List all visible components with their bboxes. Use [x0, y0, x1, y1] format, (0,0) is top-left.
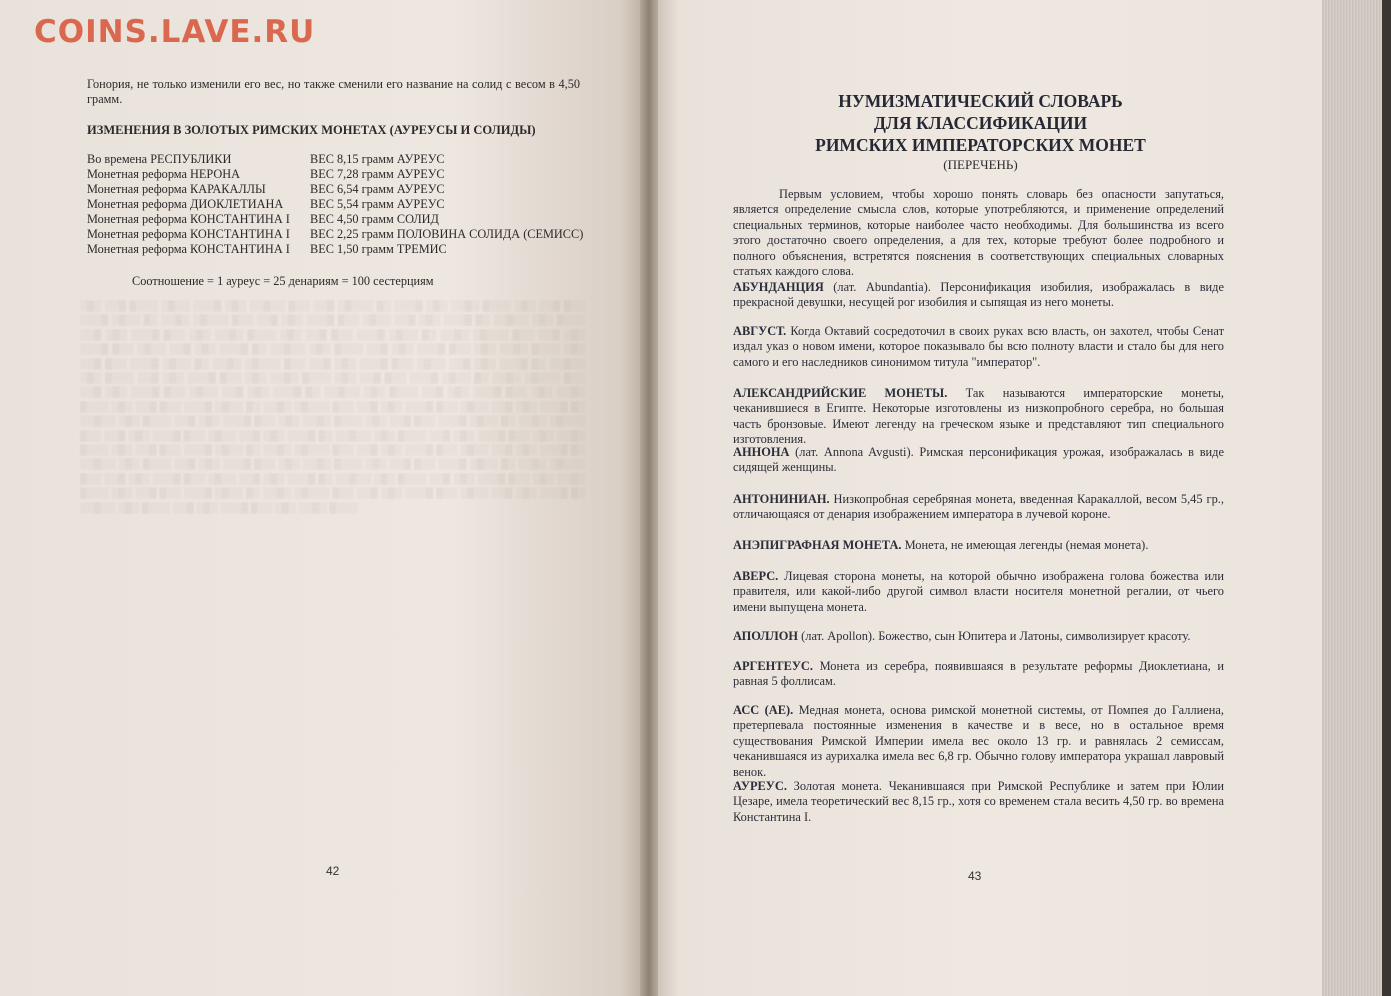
reform-weight: ВЕС 5,54 грамм АУРЕУС [310, 197, 445, 211]
page-edges [1322, 0, 1391, 996]
dictionary-title-line-1: НУМИЗМАТИЧЕСКИЙ СЛОВАРЬ [838, 91, 1123, 111]
coin-ratio: Соотношение = 1 ауреус = 25 денариям = 100 сестерциям [132, 274, 434, 288]
entry-term: АРГЕНТЕУС. [733, 659, 813, 673]
dictionary-title-line-3: РИМСКИХ ИМПЕРАТОРСКИХ МОНЕТ [815, 135, 1146, 155]
reform-era: Монетная реформа КАРАКАЛЛЫ [87, 182, 266, 196]
book-gutter [640, 0, 658, 996]
dictionary-entry [733, 386, 1224, 448]
entry-term: АННОНА [733, 445, 790, 459]
entry-text: Низкопробная серебряная монета, введенная Каракаллой, весом 5,45 гр., отличающаяся от денария изображением императора в лучевой короне. [733, 492, 1224, 522]
left-intro-text: Гонория, не только изменили его вес, но также сменили его название на солид с весом в 4,50 грамм. [87, 77, 580, 106]
entry-text: Лицевая сторона монеты, на которой обычно изображена голова божества или правителя, или какой-либо другой символ власти носителя монетной регалии, от чьего имени выпущена монета. [733, 569, 1224, 614]
entry-text: (лат. Abundantia). Персонификация изобилия, изображалась в виде прекрасной девушки, несущей рог изобилия и сыпящая из него монеты. [733, 280, 1224, 310]
dictionary-entry [733, 445, 1224, 476]
entry-term: АСС (AE). [733, 703, 794, 717]
dictionary-entry [733, 538, 1224, 553]
entry-text: Медная монета, основа римской монетной системы, от Помпея до Галлиена, претерпевала постоянные изменения в качестве и в весе, но в остальное время существования Римской Империи имела вес около 13 гр. и равнялась 2 семиссам, чеканившаяся из аурихалка имела вес 6,8 гр. Обычно голову императора украшал лавровый венок. [733, 703, 1225, 779]
dictionary-entry [733, 629, 1224, 644]
entry-text: Когда Октавий сосредоточил в своих руках всю власть, он захотел, чтобы Сенат издал указ о новом имени, которое показывало бы всю полноту власти и стало бы для него самого и его наследников синонимом титула "император". [733, 324, 1224, 369]
dictionary-entry [733, 659, 1224, 690]
reform-era: Во времена РЕСПУБЛИКИ [87, 152, 232, 166]
entry-term: АНЭПИГРАФНАЯ МОНЕТА. [733, 538, 902, 552]
entry-text: Монета из серебра, появившаяся в результате реформы Диоклетиана, и равная 5 фоллисам. [733, 659, 1224, 689]
reform-weight: ВЕС 6,54 грамм АУРЕУС [310, 182, 445, 196]
reforms-heading: ИЗМЕНЕНИЯ В ЗОЛОТЫХ РИМСКИХ МОНЕТАХ (АУРЕУСЫ И СОЛИДЫ) [87, 123, 536, 137]
site-watermark: COINS.LAVE.RU [34, 14, 316, 50]
cover-edge [1382, 0, 1391, 996]
reform-era: Монетная реформа ДИОКЛЕТИАНА [87, 197, 284, 211]
dictionary-entry [733, 280, 1224, 311]
entry-term: АПОЛЛОН [733, 629, 799, 643]
dictionary-entry [733, 703, 1224, 780]
page-number-right: 43 [968, 869, 982, 883]
dictionary-subtitle: (ПЕРЕЧЕНЬ) [943, 157, 1018, 172]
entry-term: АЛЕКСАНДРИЙСКИЕ МОНЕТЫ. [733, 386, 948, 400]
reform-weight: ВЕС 4,50 грамм СОЛИД [310, 212, 439, 226]
entry-text: Монета, не имеющая легенды (немая монета). [901, 538, 1149, 552]
dictionary-entry [733, 492, 1224, 523]
reform-weight: ВЕС 7,28 грамм АУРЕУС [310, 167, 445, 181]
reform-era: Монетная реформа КОНСТАНТИНА I [87, 212, 290, 226]
reform-weight: ВЕС 1,50 грамм ТРЕМИС [310, 242, 447, 256]
entry-term: АНТОНИНИАН. [733, 492, 830, 506]
page-number-left: 42 [326, 864, 340, 878]
dictionary-entry [733, 324, 1224, 370]
entry-term: АУРЕУС. [733, 779, 787, 793]
entry-text: Так называются императорские монеты, чеканившиеся в Египте. Некоторые изготовлены из низкопробного серебра, но большая часть бронзовые. Имеют легенду на греческом языке и представляют тип специального изготовления. [733, 386, 1224, 447]
reform-era: Монетная реформа НЕРОНА [87, 167, 241, 181]
reform-weight: ВЕС 2,25 грамм ПОЛОВИНА СОЛИДА (СЕМИСС) [310, 227, 584, 241]
dictionary-intro: Первым условием, чтобы хорошо понять словарь без опасности запутаться, является определение смысла слов, которые употребляются, и применение определений специальных терминов, которые наиболее часто необходимы. Для большинства из всего этого достаточно своего определения, а для тех, которые требуют более подробного и полного объяснения, встретятся пояснения в соответствующих специальных словарных статьях каждого слова. [733, 187, 1224, 279]
bleed-through-texture-left: ░▒░ ░░▒ ▒░░░ ░▒░░ ░░░▒ ░▒░ ░░▒░░ ▒░░ ░░▒ ░▒░░░ ▒░ ░░░▒ ░▒░ ░░▒░ ▒░░░ ░▒░ ░░▒ ▒░░ ░░░▒ ░▒░░ ▒░ ░░▒░ ░▒░░░ ▒░░ ░░▒ ░▒░ ░░░▒ ▒░░ ░▒░░ ░░▒ ░▒░ ░░░▒ ▒░ ░░▒░░ ░▒░ ▒░░░ ░░▒ ░▒░ ░░░▒ ▒░░ ░▒░ ░░▒░ ▒░░░ ░▒░ ░░▒ ▒░░ ░░░▒ ░▒░░ ▒░ ░░▒░ ░▒░░░ ▒░░ ░░▒ ░▒░ ░░░▒ ▒░░ ░▒░░ ░░▒ ░▒░ ░░░▒ ▒░ ░░▒░░ ░▒░ ▒░░░ ░░▒ ░▒░ ░░░▒ ▒░░ ░▒░ ░░▒░ ▒░░░ ░▒░ ░░▒ ▒░░ ░░░▒ ░▒░░ ▒░ ░░▒░ ░▒░░░ ▒░░ ░░▒ ░▒░ ░░░▒ ▒░░ ░▒░░ ░░▒ ░▒░ ░░░▒ ▒░ ░░▒░░ ░▒░ ▒░░░ ░░▒ ░▒░ ░░░▒ ▒░░ ░▒░ ░░▒░ ▒░░░ ░▒░ ░░▒ ▒░░ ░░░▒ ░▒░░ ▒░ ░░▒░ ░▒░░░ ▒░░ ░░▒ ░▒░ ░░░▒ ▒░░ ░▒░░ ░░▒ ░▒░ ░░░▒ ▒░ ░░▒░░ ░▒░ ▒░░░ ░░▒ ░▒░ ░░░▒ ▒░░ ░▒░ ░░▒░ ▒░░░ ░▒░ ░░▒ ▒░░ ░░░▒ ░▒░░ ▒░ ░░▒░ ░▒░░░ ▒░░ ░░▒ ░▒░ ░░░▒ ▒░░ ░▒░░ ░░▒ ░▒░ ░░░▒ ▒░ ░░▒░░ ░▒░ ▒░░░ ░░▒ ░▒░ ░░░▒ ▒░░ ░▒░ ░░▒░ ▒░░░ ░▒░ ░░▒ ▒░░ ░░░▒ ░▒░░ ▒░ ░░▒░ ░▒░░░ ▒░░ ░░▒ ░▒░ ░░░▒ ▒░░ ░▒░░ ░░▒ ░▒░ ░░░▒ ▒░ ░░▒░░ ░▒░ ▒░░░ ░░▒ ░▒░ ░░░▒ ▒░░ ░▒░ ░░▒░ ▒░░░ ░▒░ ░░▒ ▒░░ ░░░▒ ░▒░░ ▒░ ░░▒░ ░▒░░░ ▒░░ ░░▒ ░▒░ ░░░▒ ▒░░ ░▒░░ ░░▒ ░▒░ ░░░▒ ▒░ ░░▒░░ ░▒░ ▒░░░ ░░▒ ░▒░ ░░░▒ ▒░░ ░▒░ ░░▒░ ▒░░░ ░▒░ ░░▒ ▒░░ ░░░▒ ░▒░░ ▒░ ░░▒░ ░▒░░░ ▒░░ ░░▒ ░▒░ ░░░▒ ▒░░ ░▒░░ ░░▒ ░▒░ ░░░▒ ▒░ ░░▒░░ ░▒░ ▒░░░ ░░▒ ░▒░ ░░░▒ ▒░░ ░▒░ ░░▒░ ▒░░░ ░▒░ ░░▒ ▒░░ ░░░▒ ░▒░░ ▒░ ░░▒░ ░▒░░░ ▒░░ ░░▒ ░▒░ ░░░▒ ▒░░ ░▒░░ ░░▒ ░▒░ ░░░▒ ▒░ ░░▒░░ ░▒░ ▒░░░ ░░▒ ░▒░ ░░░▒ ▒░░ ░▒░ ░░▒░ ▒░░░ [80, 301, 585, 514]
reform-weight: ВЕС 8,15 грамм АУРЕУС [310, 152, 445, 166]
entry-text: (лат. Apollon). Божество, сын Юпитера и Латоны, символизирует красоту. [798, 629, 1191, 643]
entry-text: Золотая монета. Чеканившаяся при Римской Республике и затем при Юлии Цезаре, имела теоретический вес 8,15 гр., хотя со временем стала весить 4,50 гр. во времена Константина I. [733, 779, 1224, 824]
entry-text: (лат. Annona Avgusti). Римская персонификация урожая, изображалась в виде сидящей женщины. [733, 445, 1224, 475]
entry-term: АБУНДАНЦИЯ [733, 280, 824, 294]
entry-term: АВЕРС. [733, 569, 779, 583]
reform-era: Монетная реформа КОНСТАНТИНА I [87, 242, 290, 256]
dictionary-entry [733, 569, 1224, 615]
dictionary-title-line-2: ДЛЯ КЛАССИФИКАЦИИ [873, 113, 1088, 133]
dictionary-entry [733, 779, 1224, 825]
reform-era: Монетная реформа КОНСТАНТИНА I [87, 227, 290, 241]
entry-term: АВГУСТ. [733, 324, 787, 338]
